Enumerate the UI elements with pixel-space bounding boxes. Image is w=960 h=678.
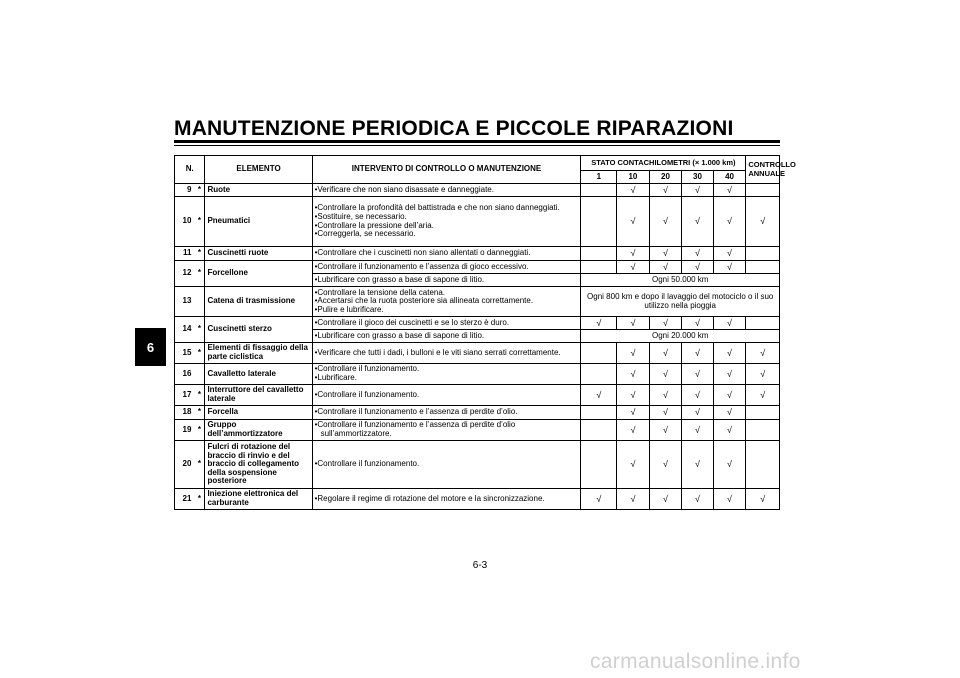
operation-text: • Controllare il funzionamento e l’assenza di gioco eccessivo. <box>315 263 579 272</box>
table-row <box>175 184 780 197</box>
check-cell <box>746 406 780 420</box>
check-cell: √ <box>713 441 746 489</box>
row-star: * <box>194 420 205 441</box>
operation-text: • Controllare il funzionamento. <box>315 365 579 374</box>
check-cell <box>581 197 617 247</box>
check-cell: √ <box>682 420 714 441</box>
maintenance-table <box>174 155 796 510</box>
row-element: Cavalletto laterale <box>205 364 312 385</box>
check-cell: √ <box>682 441 714 489</box>
check-cell: √ <box>617 184 650 197</box>
check-cell: √ <box>746 197 780 247</box>
table-row <box>175 317 780 330</box>
operation-cell <box>312 261 581 274</box>
row-star: * <box>194 247 205 261</box>
row-star: * <box>194 489 205 510</box>
title-rule-thin <box>174 145 780 146</box>
check-cell: √ <box>617 441 650 489</box>
interval-text: Ogni 50.000 km <box>581 274 780 287</box>
check-cell: √ <box>617 364 650 385</box>
check-cell: √ <box>617 317 650 330</box>
check-cell <box>746 184 780 197</box>
row-element: Ruote <box>205 184 312 197</box>
operation-cell <box>312 274 581 287</box>
interval-text: Ogni 800 km e dopo il lavaggio del motociclo o il suo utilizzo nella pioggia <box>581 287 780 317</box>
header-km-40: 40 <box>713 171 746 184</box>
check-cell <box>746 261 780 274</box>
check-cell <box>581 343 617 364</box>
operation-text: • Controllare il funzionamento e l’assenza di perdite d’olio. <box>315 408 579 417</box>
check-cell: √ <box>649 420 682 441</box>
operation-cell <box>312 441 581 489</box>
header-odometer: STATO CONTACHILOMETRI (× 1.000 km) <box>581 156 746 171</box>
operation-cell <box>312 406 581 420</box>
operation-text: • Verificare che tutti i dadi, i bulloni e le viti siano serrati correttamente. <box>315 349 579 358</box>
row-star: * <box>194 184 205 197</box>
check-cell: √ <box>746 385 780 406</box>
row-number: 9 <box>175 184 195 197</box>
operation-text: • Regolare il regime di rotazione del motore e la sincronizzazione. <box>315 495 579 504</box>
row-star: * <box>194 317 205 343</box>
row-star: * <box>194 197 205 247</box>
interval-text: Ogni 20.000 km <box>581 330 780 343</box>
check-cell: √ <box>617 489 650 510</box>
check-cell: √ <box>682 385 714 406</box>
check-cell: √ <box>682 343 714 364</box>
check-cell: √ <box>649 406 682 420</box>
row-star: * <box>194 385 205 406</box>
table-row <box>175 441 780 489</box>
operation-text: • Lubrificare con grasso a base di sapone di litio. <box>315 276 579 285</box>
check-cell: √ <box>649 343 682 364</box>
check-cell <box>746 441 780 489</box>
check-cell: √ <box>682 489 714 510</box>
check-cell <box>746 420 780 441</box>
check-cell: √ <box>617 197 650 247</box>
row-element: Catena di trasmissione <box>205 287 312 317</box>
check-cell <box>581 184 617 197</box>
check-cell: √ <box>682 317 714 330</box>
check-cell: √ <box>713 317 746 330</box>
row-star: * <box>194 261 205 287</box>
check-cell <box>581 364 617 385</box>
table-row <box>175 489 780 510</box>
check-cell: √ <box>746 364 780 385</box>
row-element: Cuscinetti ruote <box>205 247 312 261</box>
row-number: 11 <box>175 247 195 261</box>
row-number: 14 <box>175 317 195 343</box>
check-cell: √ <box>581 385 617 406</box>
check-cell: √ <box>713 385 746 406</box>
operation-text: • Lubrificare con grasso a base di sapone di litio. <box>315 332 579 341</box>
check-cell: √ <box>581 489 617 510</box>
row-element: Pneumatici <box>205 197 312 247</box>
row-number: 15 <box>175 343 195 364</box>
row-star: * <box>194 406 205 420</box>
check-cell <box>581 261 617 274</box>
check-cell: √ <box>682 184 714 197</box>
row-star: * <box>194 343 205 364</box>
row-number: 10 <box>175 197 195 247</box>
check-cell <box>581 247 617 261</box>
row-number: 21 <box>175 489 195 510</box>
check-cell: √ <box>713 247 746 261</box>
row-number: 20 <box>175 441 195 489</box>
check-cell: √ <box>682 364 714 385</box>
operation-text: • Lubrificare. <box>315 374 579 383</box>
operation-cell <box>312 184 581 197</box>
row-number: 18 <box>175 406 195 420</box>
row-element: Forcellone <box>205 261 312 287</box>
chapter-tab[interactable]: 6 <box>135 328 166 366</box>
header-km-30: 30 <box>682 171 714 184</box>
operation-text: • Accertarsi che la ruota posteriore sia allineata correttamente. <box>315 297 579 306</box>
operation-cell <box>312 197 581 247</box>
check-cell: √ <box>649 317 682 330</box>
operation-cell <box>312 330 581 343</box>
check-cell: √ <box>649 197 682 247</box>
check-cell: √ <box>713 261 746 274</box>
page-number: 6-3 <box>472 560 488 571</box>
operation-cell <box>312 364 581 385</box>
check-cell: √ <box>682 406 714 420</box>
header-km-10: 10 <box>617 171 650 184</box>
row-star <box>194 364 205 385</box>
operation-text: • Controllare il gioco dei cuscinetti e se lo sterzo è duro. <box>315 319 579 328</box>
header-n: N. <box>175 156 205 184</box>
operation-text: • Controllare che i cuscinetti non siano allentati o danneggiati. <box>315 249 579 258</box>
check-cell <box>746 247 780 261</box>
check-cell: √ <box>617 247 650 261</box>
check-cell: √ <box>713 343 746 364</box>
check-cell: √ <box>713 406 746 420</box>
operation-text: • Controllare il funzionamento. <box>315 460 579 469</box>
title-rule-thick <box>174 140 780 143</box>
table-row <box>175 343 780 364</box>
check-cell: √ <box>581 317 617 330</box>
operation-text: • Correggerla, se necessario. <box>315 230 579 239</box>
row-number: 13 <box>175 287 195 317</box>
check-cell <box>581 406 617 420</box>
operation-text: • Controllare la pressione dell’aria. <box>315 222 579 231</box>
check-cell: √ <box>617 406 650 420</box>
table-row <box>175 197 780 247</box>
operation-text: • Sostituire, se necessario. <box>315 213 579 222</box>
check-cell: √ <box>713 364 746 385</box>
header-km-20: 20 <box>649 171 682 184</box>
row-star: * <box>194 441 205 489</box>
operation-cell <box>312 420 581 441</box>
check-cell: √ <box>682 247 714 261</box>
header-annual: CONTROLLO ANNUALE <box>746 156 780 184</box>
row-element: Elementi di fissaggio della parte ciclistica <box>205 343 312 364</box>
row-number: 17 <box>175 385 195 406</box>
table-row <box>175 420 780 441</box>
check-cell: √ <box>649 364 682 385</box>
check-cell: √ <box>746 489 780 510</box>
table-row <box>175 247 780 261</box>
header-operation: INTERVENTO DI CONTROLLO O MANUTENZIONE <box>312 156 581 184</box>
check-cell: √ <box>649 184 682 197</box>
check-cell: √ <box>649 489 682 510</box>
header-element: ELEMENTO <box>205 156 312 184</box>
check-cell: √ <box>713 197 746 247</box>
check-cell: √ <box>617 385 650 406</box>
operation-text: • Controllare la profondità del battistrada e che non siano danneggiati. <box>315 204 579 213</box>
check-cell: √ <box>713 420 746 441</box>
check-cell: √ <box>682 197 714 247</box>
row-element: Iniezione elettronica del carburante <box>205 489 312 510</box>
table-row <box>175 406 780 420</box>
header-km-1: 1 <box>581 171 617 184</box>
row-element: Fulcri di rotazione del braccio di rinvio e del braccio di collegamento della sospensione posteriore <box>205 441 312 489</box>
operation-text: • Verificare che non siano disassate e danneggiate. <box>315 186 579 195</box>
operation-text: • Controllare il funzionamento e l’assenza di perdite d’olio sull’ammortizzatore. <box>315 421 579 438</box>
watermark: carmanualsonline.info <box>590 650 801 673</box>
check-cell: √ <box>649 261 682 274</box>
check-cell <box>746 317 780 330</box>
check-cell: √ <box>617 420 650 441</box>
row-star <box>194 287 205 317</box>
operation-text: • Controllare la tensione della catena. <box>315 289 579 298</box>
check-cell: √ <box>682 261 714 274</box>
check-cell: √ <box>713 489 746 510</box>
row-number: 16 <box>175 364 195 385</box>
check-cell: √ <box>649 385 682 406</box>
row-element: Gruppo dell’ammortizzatore <box>205 420 312 441</box>
check-cell: √ <box>649 247 682 261</box>
operation-cell <box>312 317 581 330</box>
row-element: Cuscinetti sterzo <box>205 317 312 343</box>
operation-cell <box>312 343 581 364</box>
check-cell: √ <box>649 441 682 489</box>
table-row <box>175 287 780 317</box>
operation-cell <box>312 247 581 261</box>
row-element: Forcella <box>205 406 312 420</box>
check-cell <box>581 441 617 489</box>
operation-cell <box>312 287 581 317</box>
row-number: 12 <box>175 261 195 287</box>
check-cell: √ <box>617 261 650 274</box>
operation-text: • Controllare il funzionamento. <box>315 391 579 400</box>
table-row <box>175 364 780 385</box>
page-title: MANUTENZIONE PERIODICA E PICCOLE RIPARAZIONI <box>174 117 734 140</box>
operation-cell <box>312 385 581 406</box>
operation-text: • Pulire e lubrificare. <box>315 306 579 315</box>
check-cell <box>581 420 617 441</box>
table-row <box>175 385 780 406</box>
check-cell: √ <box>746 343 780 364</box>
row-number: 19 <box>175 420 195 441</box>
row-element: Interruttore del cavalletto laterale <box>205 385 312 406</box>
operation-cell <box>312 489 581 510</box>
check-cell: √ <box>713 184 746 197</box>
table-row <box>175 261 780 274</box>
check-cell: √ <box>617 343 650 364</box>
